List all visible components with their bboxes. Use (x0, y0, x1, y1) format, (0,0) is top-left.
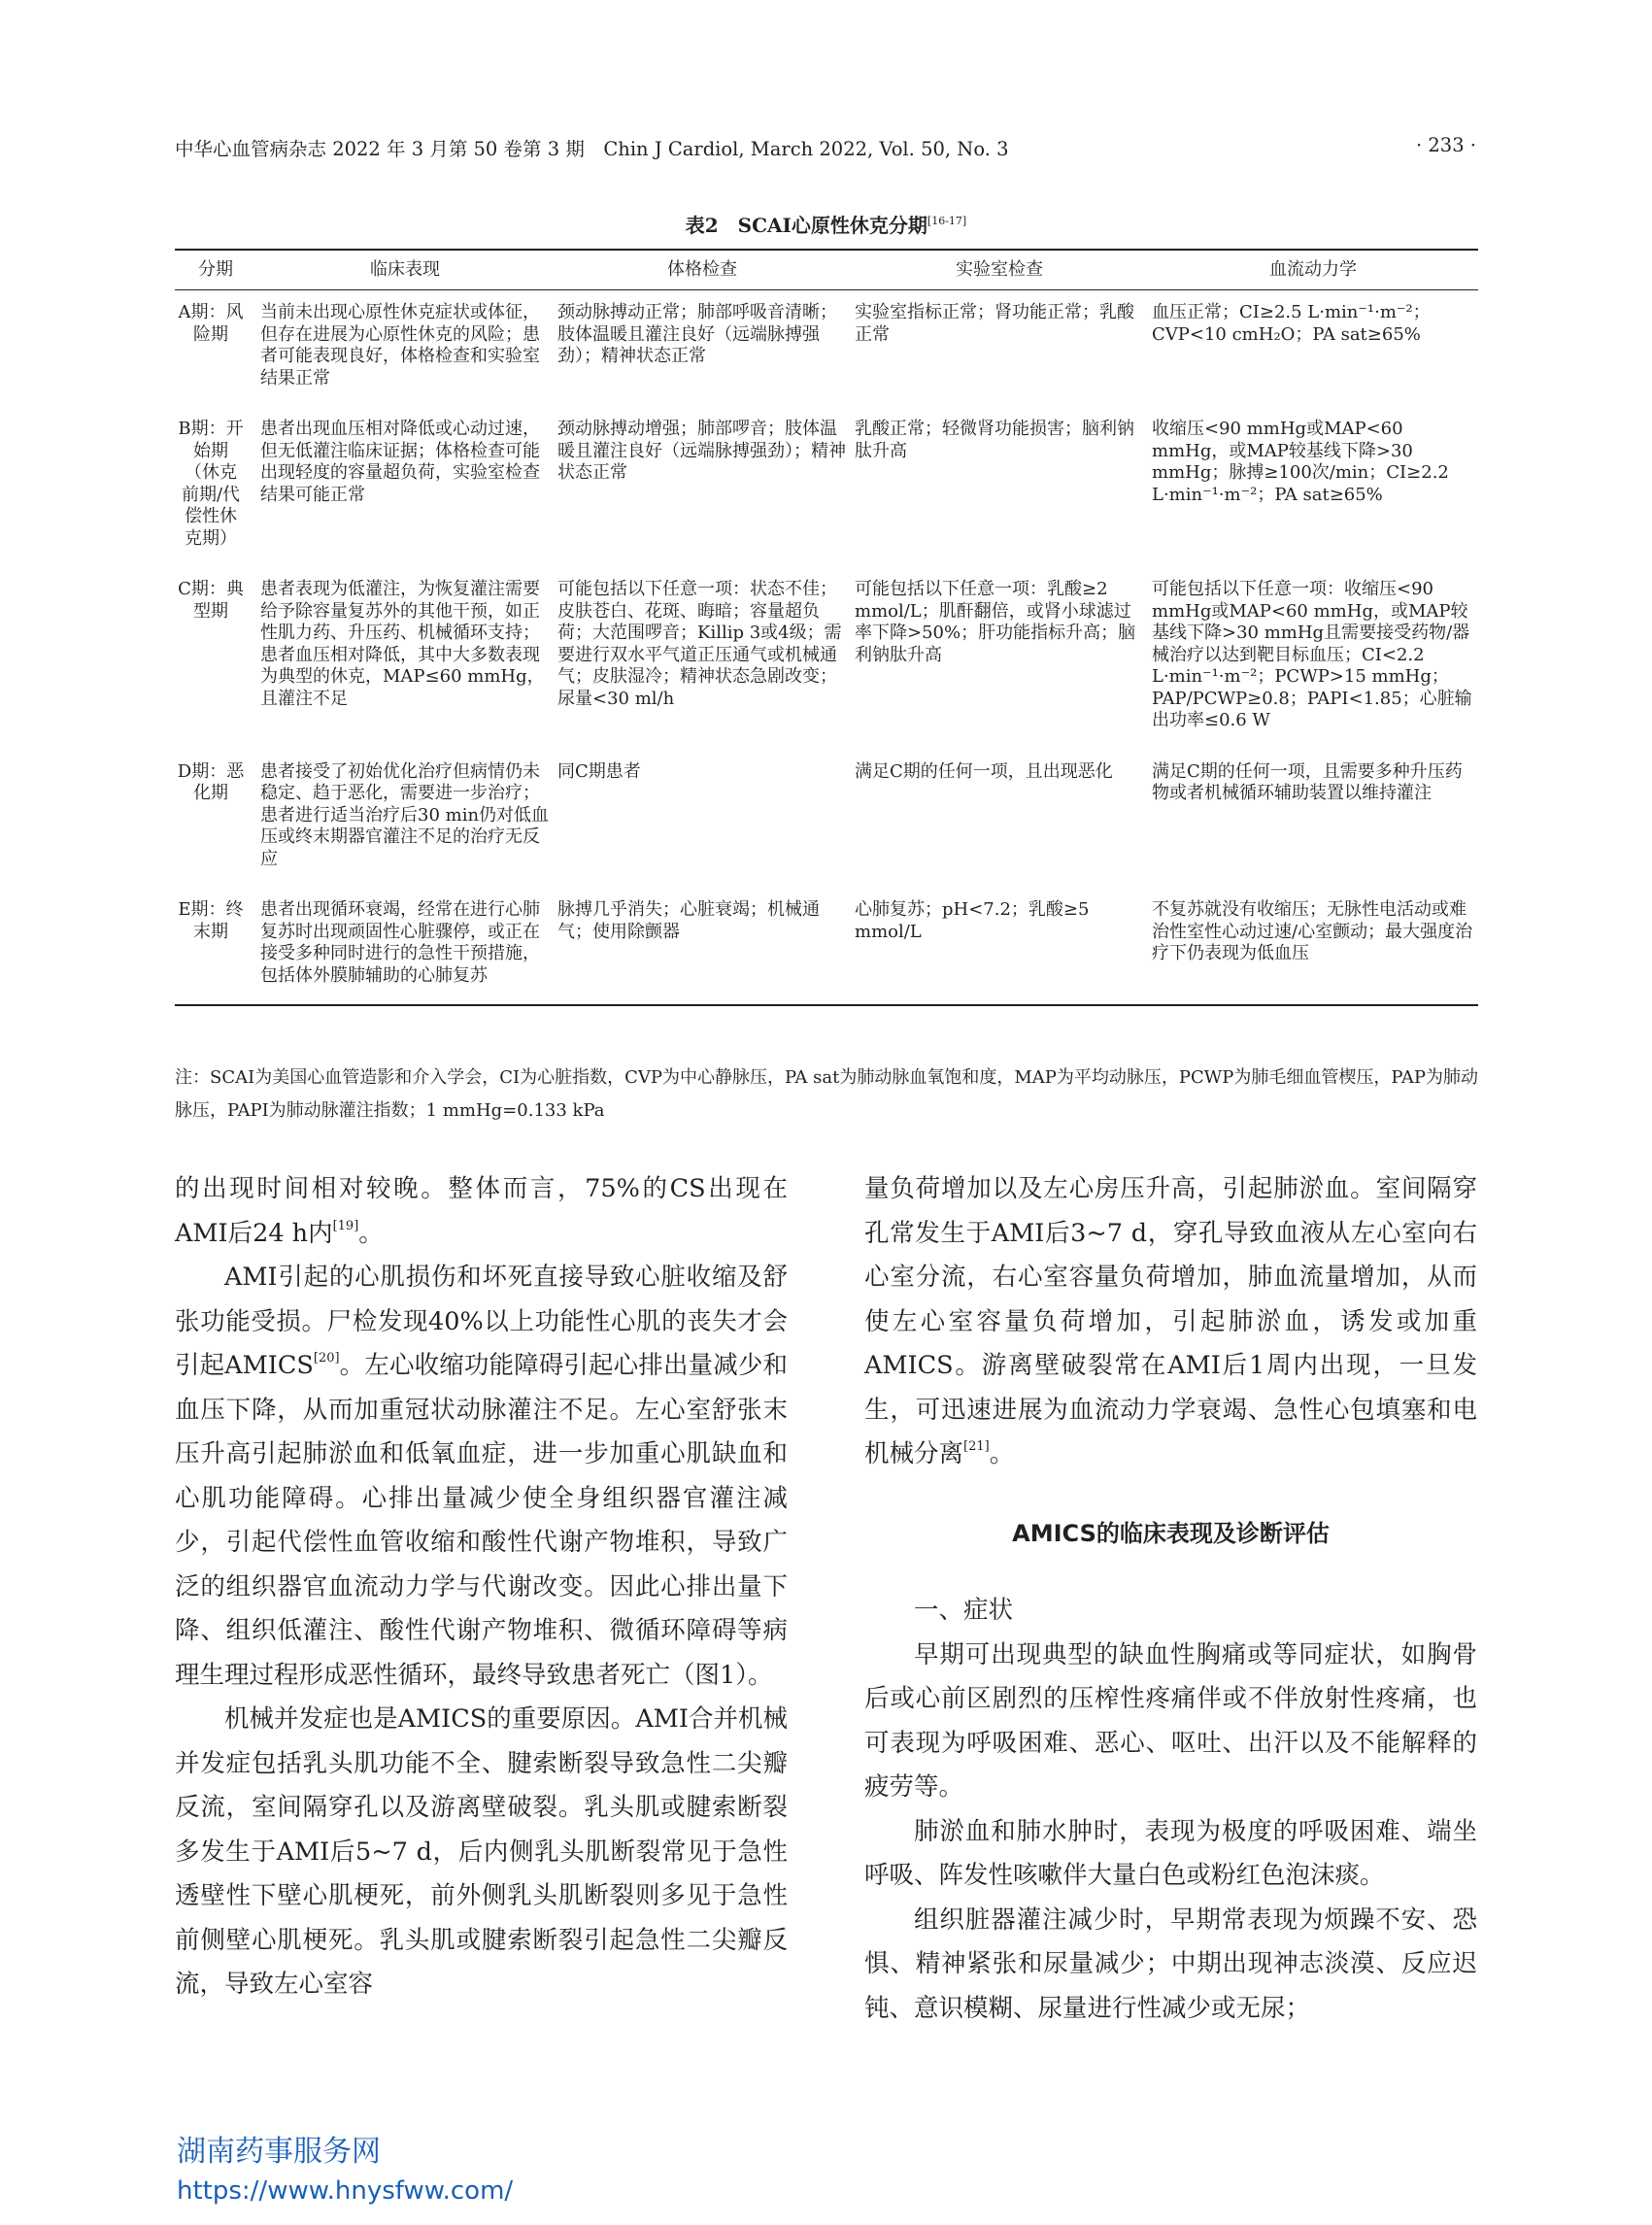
paragraph: 机械并发症也是AMICS的重要原因。AMI合并机械并发症包括乳头肌功能不全、腱索断裂导致急性二尖瓣反流，室间隔穿孔以及游离壁破裂。乳头肌或腱索断裂多发生于AMI后5~7 d，后内侧乳头肌断裂常见于急性透壁性下壁心肌梗死，前外侧乳头肌断裂则多见于急性前侧壁心肌梗死。乳头肌或腱索断裂引起急性二尖瓣反流，导致左心室容 (175, 1704, 788, 1999)
table-caption-text: 表2 SCAI心原性休克分期 (685, 214, 927, 237)
journal-citation: 中华心血管病杂志 2022 年 3 月第 50 卷第 3 期 Chin J Cardiol, March 2022, Vol. 50, No. 3 (175, 138, 1009, 160)
hemodynamics-cell: 不复苏就没有收缩压；无脉性电活动或难治性室性心动过速/心室颤动；最大强度治疗下仍表现为低血压 (1148, 888, 1478, 1005)
paragraph: 组织脏器灌注减少时，早期常表现为烦躁不安、恐惧、精神紧张和尿量减少；中期出现神志淡漠、反应迟钝、意识模糊、尿量进行性减少或无尿； (864, 1905, 1477, 2023)
clinical-cell: 患者出现血压相对降低或心动过速，但无低灌注临床证据；体格检查可能出现轻度的容量超负荷，实验室检查结果可能正常 (260, 419, 540, 505)
exam-cell: 颈动脉搏动正常；肺部呼吸音清晰；肢体温暖且灌注良好（远端脉搏强劲）；精神状态正常 (557, 302, 837, 366)
paragraph-text: AMI引起的心肌损伤和坏死直接导致心脏收缩及舒张功能受损。尸检发现40%以上功能性心肌的丧失才会引起AMICS (175, 1263, 788, 1380)
lab-cell: 心肺复苏；pH<7.2；乳酸≥5 mmol/L (851, 888, 1148, 1005)
table-row (175, 750, 1478, 889)
table-row (175, 888, 1478, 1005)
paragraph: 早期可出现典型的缺血性胸痛或等同症状，如胸骨后或心前区剧烈的压榨性疼痛伴或不伴放射性疼痛，也可表现为呼吸困难、恶心、呕吐、出汗以及不能解释的疲劳等。 (864, 1639, 1477, 1802)
clinical-cell: 当前未出现心原性休克症状或体征，但存在进展为心原性休克的风险；患者可能表现良好，体格检查和实验室结果正常 (260, 302, 540, 388)
citation-ref: [19] (332, 1218, 359, 1233)
stage-cell: B期：开始期（休克前期/代偿性休克期） (178, 419, 244, 549)
body-column-right (864, 1167, 1477, 2031)
exam-cell: 同C期患者 (557, 760, 641, 782)
clinical-cell: 患者出现循环衰竭，经常在进行心肺复苏时出现顽固性心脏骤停，或正在接受多种同时进行的急性干预措施，包括体外膜肺辅助的心肺复苏 (256, 888, 554, 1005)
running-header (175, 134, 1476, 163)
scai-staging-table (175, 249, 1478, 1006)
table-footnote: 注：SCAI为美国心血管造影和介入学会，CI为心脏指数，CVP为中心静脉压，PA sat为肺动脉血氧饱和度，MAP为平均动脉压，PCWP为肺毛细血管楔压，PAP为肺动脉压，PAPI为肺动脉灌注指数；1 mmHg=0.133 kPa (175, 1067, 1478, 1121)
hemodynamics-cell: 血压正常；CI≥2.5 L·min⁻¹·m⁻²；CVP<10 cmH₂O；PA sat≥65% (1152, 302, 1431, 345)
paragraph (175, 1167, 788, 1256)
col-header-clinical: 临床表现 (256, 250, 554, 290)
paragraph-text: 的出现时间相对较晚。整体而言，75%的CS出现在AMI后24 h内 (175, 1174, 788, 1248)
watermark-url: https://www.hnysfww.com/ (177, 2176, 514, 2206)
hemodynamics-cell: 可能包括以下任意一项：收缩压<90 mmHg或MAP<60 mmHg，或MAP较基线下降>30 mmHg且需要接受药物/器械治疗以达到靶目标血压；CI<2.2 L·min⁻¹·m⁻²；PCWP>15 mmHg；PAP/PCWP≥0.8；PAPI<1.85；心脏输出功率≤0.6 W (1152, 579, 1472, 730)
lab-cell: 可能包括以下任意一项：乳酸≥2 mmol/L；肌酐翻倍，或肾小球滤过率下降>50%；肝功能指标升高；脑利钠肽升高 (855, 579, 1136, 665)
hemodynamics-cell: 满足C期的任何一项，且需要多种升压药物或者机械循环辅助装置以维持灌注 (1152, 760, 1463, 803)
col-header-lab: 实验室检查 (851, 250, 1148, 290)
hemodynamics-cell: 收缩压<90 mmHg或MAP<60 mmHg，或MAP较基线下降>30 mmHg；脉搏≥100次/min；CI≥2.2 L·min⁻¹·m⁻²；PA sat≥65% (1152, 419, 1449, 505)
citation-ref: [21] (963, 1439, 990, 1454)
section-heading: AMICS的临床表现及诊断评估 (1012, 1519, 1330, 1547)
clinical-cell: 患者表现为低灌注，为恢复灌注需要给予除容量复苏外的其他干预，如正性肌力药、升压药、机械循环支持；患者血压相对降低，其中大多数表现为典型的休克，MAP≤60 mmHg，且灌注不足 (260, 579, 545, 709)
stage-cell: D期：恶化期 (177, 760, 245, 803)
exam-cell: 颈动脉搏动增强；肺部啰音；肢体温暖且灌注良好（远端脉搏强劲）；精神状态正常 (557, 419, 846, 483)
col-header-hemodynamics: 血流动力学 (1148, 250, 1478, 290)
paragraph-text: 。左心收缩功能障碍引起心排出量减少和血压下降，从而加重冠状动脉灌注不足。左心室舒张末压升高引起肺淤血和低氧血症，进一步加重心肌缺血和心肌功能障碍。心排出量减少使全身组织器官灌注减少，引起代偿性血管收缩和酸性代谢产物堆积，导致广泛的组织器官血流动力学与代谢改变。因此心排出量下降、组织低灌注、酸性代谢产物堆积、微循环障碍等病理生理过程形成恶性循环，最终导致患者死亡（图1）。 (175, 1351, 788, 1690)
citation-ref: [20] (313, 1351, 340, 1365)
stage-cell: A期：风险期 (178, 302, 244, 345)
paragraph (175, 1256, 788, 1698)
lab-cell: 实验室指标正常；肾功能正常；乳酸正常 (855, 302, 1134, 345)
exam-cell: 脉搏几乎消失；心脏衰竭；机械通气；使用除颤器 (554, 888, 851, 1005)
body-column-left (175, 1167, 788, 2007)
lab-cell: 满足C期的任何一项，且出现恶化 (855, 760, 1113, 782)
paragraph-text: 量负荷增加以及左心房压升高，引起肺淤血。室间隔穿孔常发生于AMI后3~7 d，穿孔导致血液从左心室向右心室分流，右心室容量负荷增加，肺血流量增加，从而使左心室容量负荷增加，引起肺淤血，诱发或加重AMICS。游离壁破裂常在AMI后1周内出现，一旦发生，可迅速进展为血流动力学衰竭、急性心包填塞和电机械分离 (864, 1174, 1477, 1468)
paragraph (864, 1167, 1477, 1477)
table-caption-ref: [16-17] (927, 215, 967, 227)
paragraph-text: 。 (989, 1439, 1015, 1468)
col-header-exam: 体格检查 (554, 250, 851, 290)
table-row (175, 407, 1478, 567)
exam-cell: 可能包括以下任意一项：状态不佳；皮肤苍白、花斑、晦暗；容量超负荷；大范围啰音；Killip 3或4级；需要进行双水平气道正压通气或机械通气；皮肤湿冷；精神状态急剧改变；尿量<30 ml/h (557, 579, 842, 709)
lab-cell: 乳酸正常；轻微肾功能损害；脑利钠肽升高 (855, 419, 1134, 461)
stage-cell: E期：终末期 (175, 888, 256, 1005)
paragraph: 肺淤血和肺水肿时，表现为极度的呼吸困难、端坐呼吸、阵发性咳嗽伴大量白色或粉红色泡沫痰。 (864, 1816, 1477, 1890)
paragraph-text: 。 (358, 1218, 384, 1248)
watermark (177, 2133, 513, 2210)
table-row (175, 290, 1478, 408)
watermark-site-name: 湖南药事服务网 (177, 2135, 381, 2169)
table-caption (0, 210, 1652, 238)
clinical-cell: 患者接受了初始优化治疗但病情仍未稳定、趋于恶化，需要进一步治疗；患者进行适当治疗后30 min仍对低血压或终末期器官灌注不足的治疗无反应 (260, 760, 550, 869)
subsection-heading: 一、症状 (914, 1596, 1014, 1625)
table-header-row (175, 250, 1478, 290)
table-row (175, 567, 1478, 750)
page-number: · 233 · (1415, 134, 1476, 156)
col-header-stage: 分期 (175, 250, 256, 290)
stage-cell: C期：典型期 (178, 579, 244, 622)
